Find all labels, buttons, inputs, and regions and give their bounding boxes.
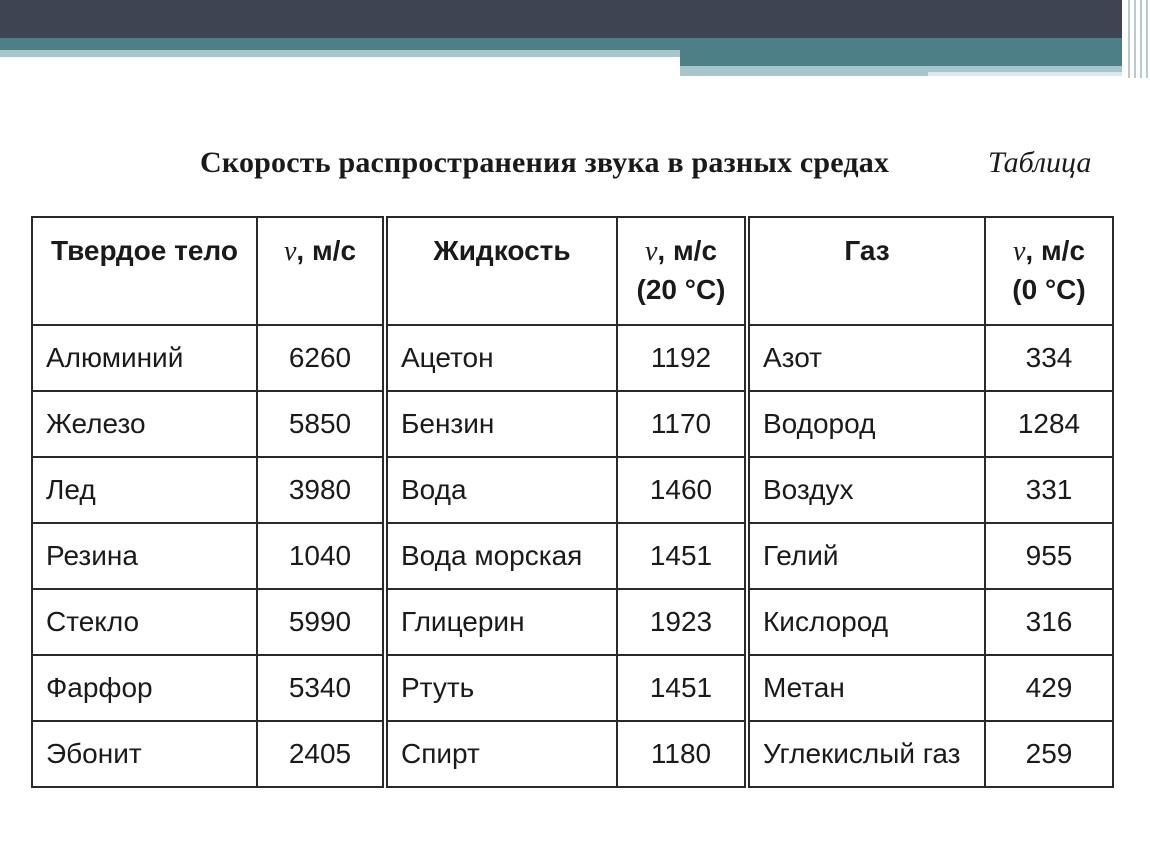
solid-name: Стекло bbox=[32, 589, 257, 655]
slide-corner-lines bbox=[1122, 0, 1150, 78]
gas-name: Водород bbox=[747, 391, 985, 457]
slide-header-accent-right bbox=[680, 50, 1122, 66]
table-row bbox=[32, 325, 1113, 391]
solid-name: Железо bbox=[32, 391, 257, 457]
velocity-symbol: v bbox=[283, 236, 297, 267]
header-liquid: Жидкость bbox=[385, 217, 617, 325]
liquid-speed: 1923 bbox=[617, 589, 747, 655]
liquid-speed: 1460 bbox=[617, 457, 747, 523]
table-row bbox=[32, 589, 1113, 655]
liquid-name: Бензин bbox=[385, 391, 617, 457]
slide-header-stripe bbox=[0, 38, 1122, 50]
header-gas: Газ bbox=[747, 217, 985, 325]
liquid-name: Спирт bbox=[385, 721, 617, 787]
gas-name: Кислород bbox=[747, 589, 985, 655]
gas-speed: 259 bbox=[985, 721, 1113, 787]
liquid-name: Ртуть bbox=[385, 655, 617, 721]
table-row bbox=[32, 655, 1113, 721]
liquid-name: Вода bbox=[385, 457, 617, 523]
gas-name: Углекислый газ bbox=[747, 721, 985, 787]
gas-speed: 334 bbox=[985, 325, 1113, 391]
speed-unit: , м/с bbox=[1025, 235, 1086, 266]
liquid-speed: 1170 bbox=[617, 391, 747, 457]
header-gas-speed bbox=[985, 217, 1113, 325]
solid-name: Эбонит bbox=[32, 721, 257, 787]
gas-speed: 429 bbox=[985, 655, 1113, 721]
temperature-condition: (0 °С) bbox=[1012, 274, 1086, 305]
gas-name: Азот bbox=[747, 325, 985, 391]
gas-speed: 1284 bbox=[985, 391, 1113, 457]
liquid-name: Ацетон bbox=[385, 325, 617, 391]
liquid-name: Глицерин bbox=[385, 589, 617, 655]
header-solid-speed bbox=[257, 217, 385, 325]
gas-name: Воздух bbox=[747, 457, 985, 523]
header-solid: Твердое тело bbox=[32, 217, 257, 325]
table-header-row bbox=[32, 217, 1113, 325]
solid-speed: 5850 bbox=[257, 391, 385, 457]
slide-header-accent-line bbox=[928, 72, 1122, 76]
solid-speed: 1040 bbox=[257, 523, 385, 589]
table-row bbox=[32, 457, 1113, 523]
header-liquid-speed bbox=[617, 217, 747, 325]
solid-name: Резина bbox=[32, 523, 257, 589]
liquid-speed: 1192 bbox=[617, 325, 747, 391]
gas-speed: 316 bbox=[985, 589, 1113, 655]
solid-speed: 3980 bbox=[257, 457, 385, 523]
gas-name: Гелий bbox=[747, 523, 985, 589]
table-row bbox=[32, 721, 1113, 787]
liquid-speed: 1180 bbox=[617, 721, 747, 787]
speed-unit: , м/с bbox=[657, 235, 718, 266]
solid-speed: 5340 bbox=[257, 655, 385, 721]
velocity-symbol: v bbox=[1012, 236, 1026, 267]
table-tag: Таблица bbox=[988, 146, 1092, 179]
temperature-condition: (20 °С) bbox=[636, 274, 726, 305]
table-row bbox=[32, 523, 1113, 589]
solid-name: Фарфор bbox=[32, 655, 257, 721]
table-row bbox=[32, 391, 1113, 457]
liquid-speed: 1451 bbox=[617, 523, 747, 589]
slide-header-accent bbox=[0, 50, 680, 57]
liquid-speed: 1451 bbox=[617, 655, 747, 721]
gas-speed: 955 bbox=[985, 523, 1113, 589]
speed-unit: , м/с bbox=[296, 235, 357, 266]
solid-name: Алюминий bbox=[32, 325, 257, 391]
solid-speed: 5990 bbox=[257, 589, 385, 655]
table-caption: Скорость распространения звука в разных средах bbox=[200, 146, 890, 179]
sound-speed-table bbox=[31, 216, 1114, 788]
velocity-symbol: v bbox=[644, 236, 658, 267]
solid-name: Лед bbox=[32, 457, 257, 523]
solid-speed: 2405 bbox=[257, 721, 385, 787]
liquid-name: Вода морская bbox=[385, 523, 617, 589]
gas-name: Метан bbox=[747, 655, 985, 721]
solid-speed: 6260 bbox=[257, 325, 385, 391]
gas-speed: 331 bbox=[985, 457, 1113, 523]
slide-header-bar bbox=[0, 0, 1122, 38]
